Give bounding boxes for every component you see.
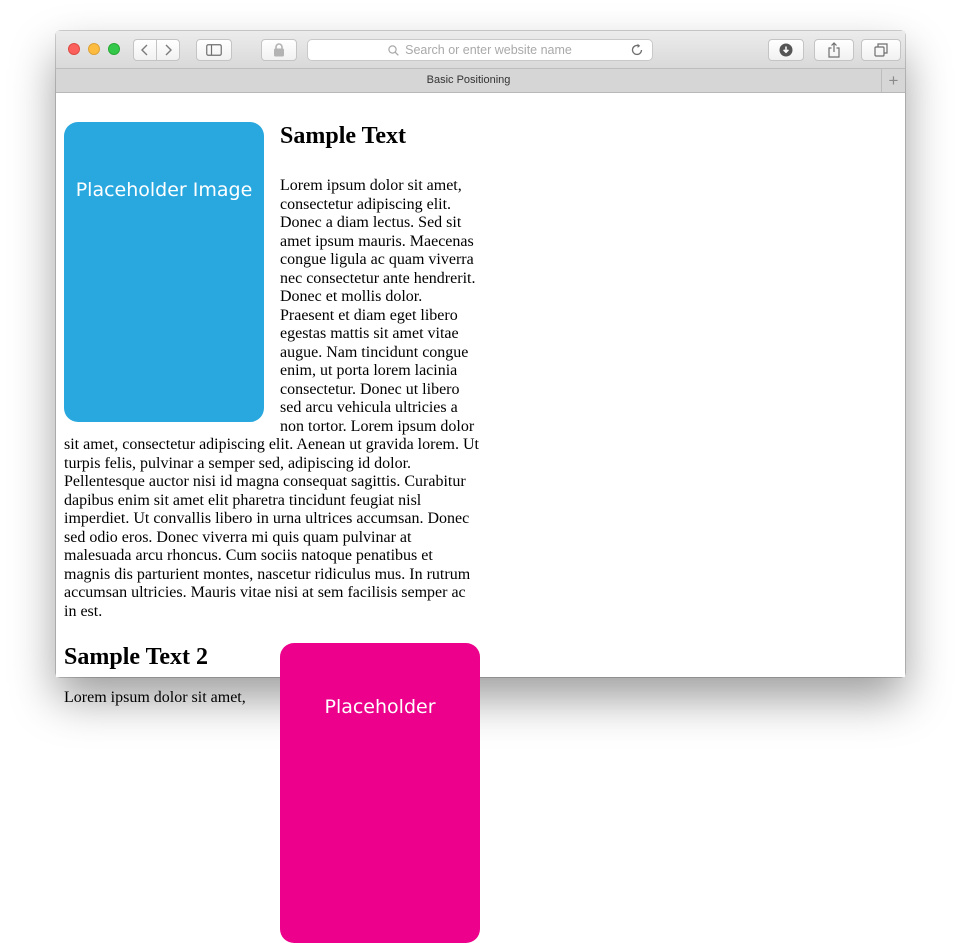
section-heading: Sample Text 2 — [64, 644, 209, 670]
download-icon — [779, 43, 793, 57]
placeholder-image-blue — [64, 122, 264, 422]
section-paragraph: Lorem ipsum dolor sit amet, — [64, 689, 246, 706]
privacy-icon — [273, 43, 285, 57]
address-placeholder: Search or enter website name — [405, 43, 572, 57]
placeholder-image-label: Placeholder — [324, 696, 436, 718]
placeholder-image-label: Placeholder Image — [75, 179, 253, 201]
search-icon — [388, 45, 399, 56]
sample-section-2 — [64, 643, 480, 718]
tab-basic-positioning[interactable]: Basic Positioning — [426, 74, 511, 86]
tab-bar — [56, 69, 905, 93]
zoom-window-button[interactable] — [108, 43, 120, 55]
back-icon — [140, 44, 150, 56]
sidebar-icon — [206, 44, 222, 56]
placeholder-image-pink — [280, 643, 480, 943]
reload-icon[interactable] — [630, 43, 644, 57]
minimize-window-button[interactable] — [88, 43, 100, 55]
close-window-button[interactable] — [68, 43, 80, 55]
show-tabs-button[interactable] — [861, 39, 901, 61]
privacy-button[interactable] — [261, 39, 297, 61]
share-icon — [827, 42, 841, 58]
browser-window — [56, 31, 905, 718]
sample-section-1 — [64, 122, 480, 621]
address-bar[interactable] — [307, 39, 653, 61]
page-viewport[interactable] — [56, 93, 905, 718]
forward-icon — [163, 44, 173, 56]
back-button[interactable] — [133, 39, 157, 61]
section-paragraph: Lorem ipsum dolor sit amet, consectetur adipiscing elit. Donec a diam lectus. Sed sit amet ipsum mauris. Maecenas congue ligula ac quam viverra nec consectetur ante hendrerit. Donec et mollis dolor. Praesent et diam eget libero egestas mattis sit amet vitae augue. Nam tincidunt congue enim, ut porta lorem lacinia consectetur. Donec ut libero sed arcu vehicula ultricies a non tortor. Lorem ipsum dolor sit amet, consectetur adipiscing elit. Aenean ut gravida lorem. Ut turpis felis, pulvinar a semper sed, adipiscing id dolor. Pellentesque auctor nisi id magna consequat sagittis. Curabitur dapibus enim sit amet elit pharetra tincidunt feugiat nisl imperdiet. Ut convallis libero in urna ultrices accumsan. Donec sed odio eros. Donec viverra mi quis quam pulvinar at malesuada arcu rhoncus. Cum sociis natoque penatibus et magnis dis parturient montes, nascetur ridiculus mus. In rutrum accumsan ultricies. Mauris vitae nisi at sem facilisis semper ac in est. — [64, 177, 479, 620]
sidebar-button[interactable] — [196, 39, 232, 61]
downloads-button[interactable] — [768, 39, 804, 61]
forward-button[interactable] — [156, 39, 180, 61]
page-content — [64, 101, 480, 943]
tabs-icon — [874, 43, 888, 57]
new-tab-button[interactable]: + — [881, 69, 905, 92]
share-button[interactable] — [814, 39, 854, 61]
section-heading: Sample Text — [280, 123, 407, 149]
browser-toolbar — [56, 31, 905, 69]
